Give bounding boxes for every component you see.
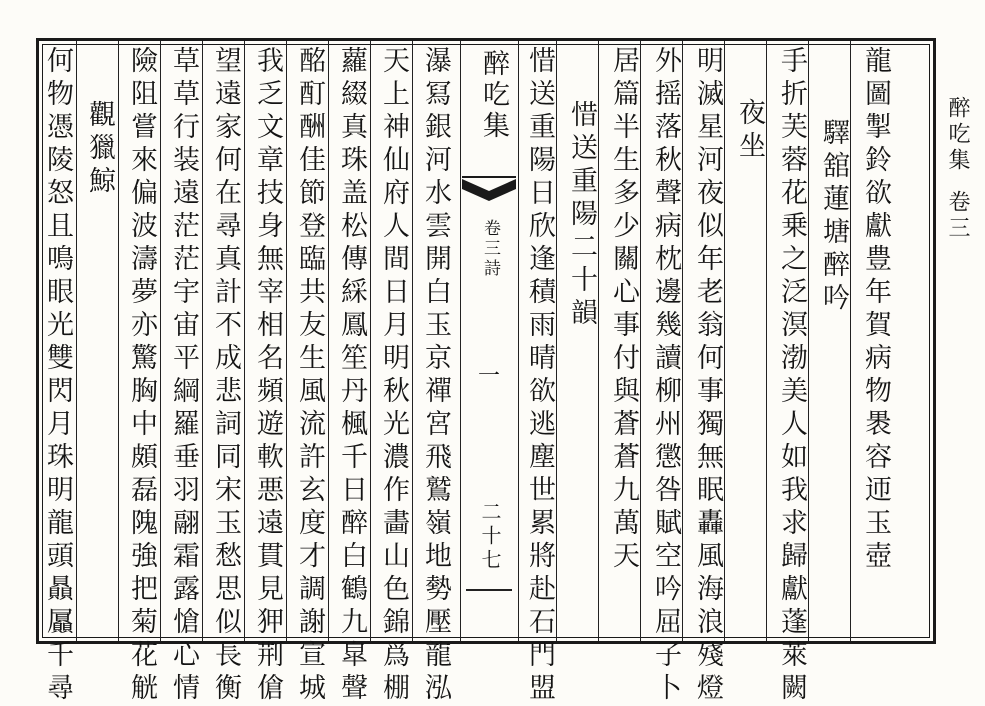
center-gutter — [460, 41, 518, 641]
text-column: 天上神仙府人間日月明秋光濃作畵山色錦爲棚 — [378, 46, 409, 706]
column-rule — [370, 41, 371, 641]
column-rule — [328, 41, 329, 641]
column-rule — [556, 41, 557, 641]
running-header — [942, 96, 973, 242]
column-rule — [460, 41, 461, 641]
poem-title: 驛舘蓮塘醉吟 — [818, 118, 849, 316]
text-column: 瀑冩銀河水雲開白玉京禪宮飛鷲嶺地勢壓龍泓 — [420, 46, 451, 706]
column-rule — [286, 41, 287, 641]
gutter-bar — [466, 589, 512, 591]
column-rule — [76, 41, 77, 641]
text-column: 外摇落秋聲病枕邊幾讀柳州懲咎賦空吟屈子卜 — [650, 46, 681, 706]
column-rule — [518, 41, 519, 641]
column-rule — [850, 41, 851, 641]
column-rule — [118, 41, 119, 641]
column-rule — [244, 41, 245, 641]
column-rule — [766, 41, 767, 641]
gutter-volume: 卷三詩 — [480, 219, 500, 279]
text-column: 居篇半生多少關心事付與蒼蒼九萬天 — [608, 46, 639, 574]
poem-title: 夜坐 — [734, 98, 765, 164]
fishtail-mark — [462, 175, 516, 205]
text-column: 草草行装遠茫茫宇宙平綱羅垂羽翮霜露愴心情 — [168, 46, 199, 706]
gutter-title: 醉吃集 — [478, 49, 509, 142]
column-rule — [412, 41, 413, 641]
text-column: 明滅星河夜似年老翁何事獨無眠轟風海浪殘燈 — [692, 46, 723, 706]
text-column: 望遠家何在尋真計不成悲詞同宋玉愁思似長衡 — [210, 46, 241, 706]
column-rule — [640, 41, 641, 641]
column-rule — [724, 41, 725, 641]
column-rule — [682, 41, 683, 641]
running-title: 醉吃集 — [945, 96, 970, 174]
column-rule — [808, 41, 809, 641]
column-rule — [598, 41, 599, 641]
text-column: 龍圖掣鈴欲獻豊年賀病物褁容迊玉壺 — [860, 46, 891, 574]
text-column: 何物憑陵怒且鳴眼光雙閃月珠明龍頭贔屭千尋 — [42, 46, 73, 706]
column-rule — [202, 41, 203, 641]
text-column: 酩酊酬佳節登臨共友生風流許玄度才調謝宣城 — [294, 46, 325, 706]
text-column: 險阻嘗來偏波濤夢亦驚胸中頗磊隗強把菊花觥 — [126, 46, 157, 706]
page-number: 二十七 — [478, 501, 502, 573]
column-rule — [160, 41, 161, 641]
gutter-block-mark: 一 — [478, 364, 501, 389]
running-volume: 卷三 — [945, 190, 970, 242]
text-column: 我乏文章技身無宰相名頻遊軟悪遠貫見狎荆傖 — [252, 46, 283, 706]
text-column: 手折芙蓉花乗之泛溟渤美人如我求歸獻蓬萊闕 — [776, 46, 807, 706]
text-column: 蘿綴真珠盖松傳綵鳳笙丹楓千日醉白鶴九皐聲 — [336, 46, 367, 706]
poem-title: 觀獵鯨 — [84, 100, 115, 199]
poem-title: 惜送重陽二十韻 — [566, 100, 597, 331]
text-column: 惜送重陽日欣逢積雨晴欲逃塵世累將赴石門盟 — [524, 46, 555, 706]
